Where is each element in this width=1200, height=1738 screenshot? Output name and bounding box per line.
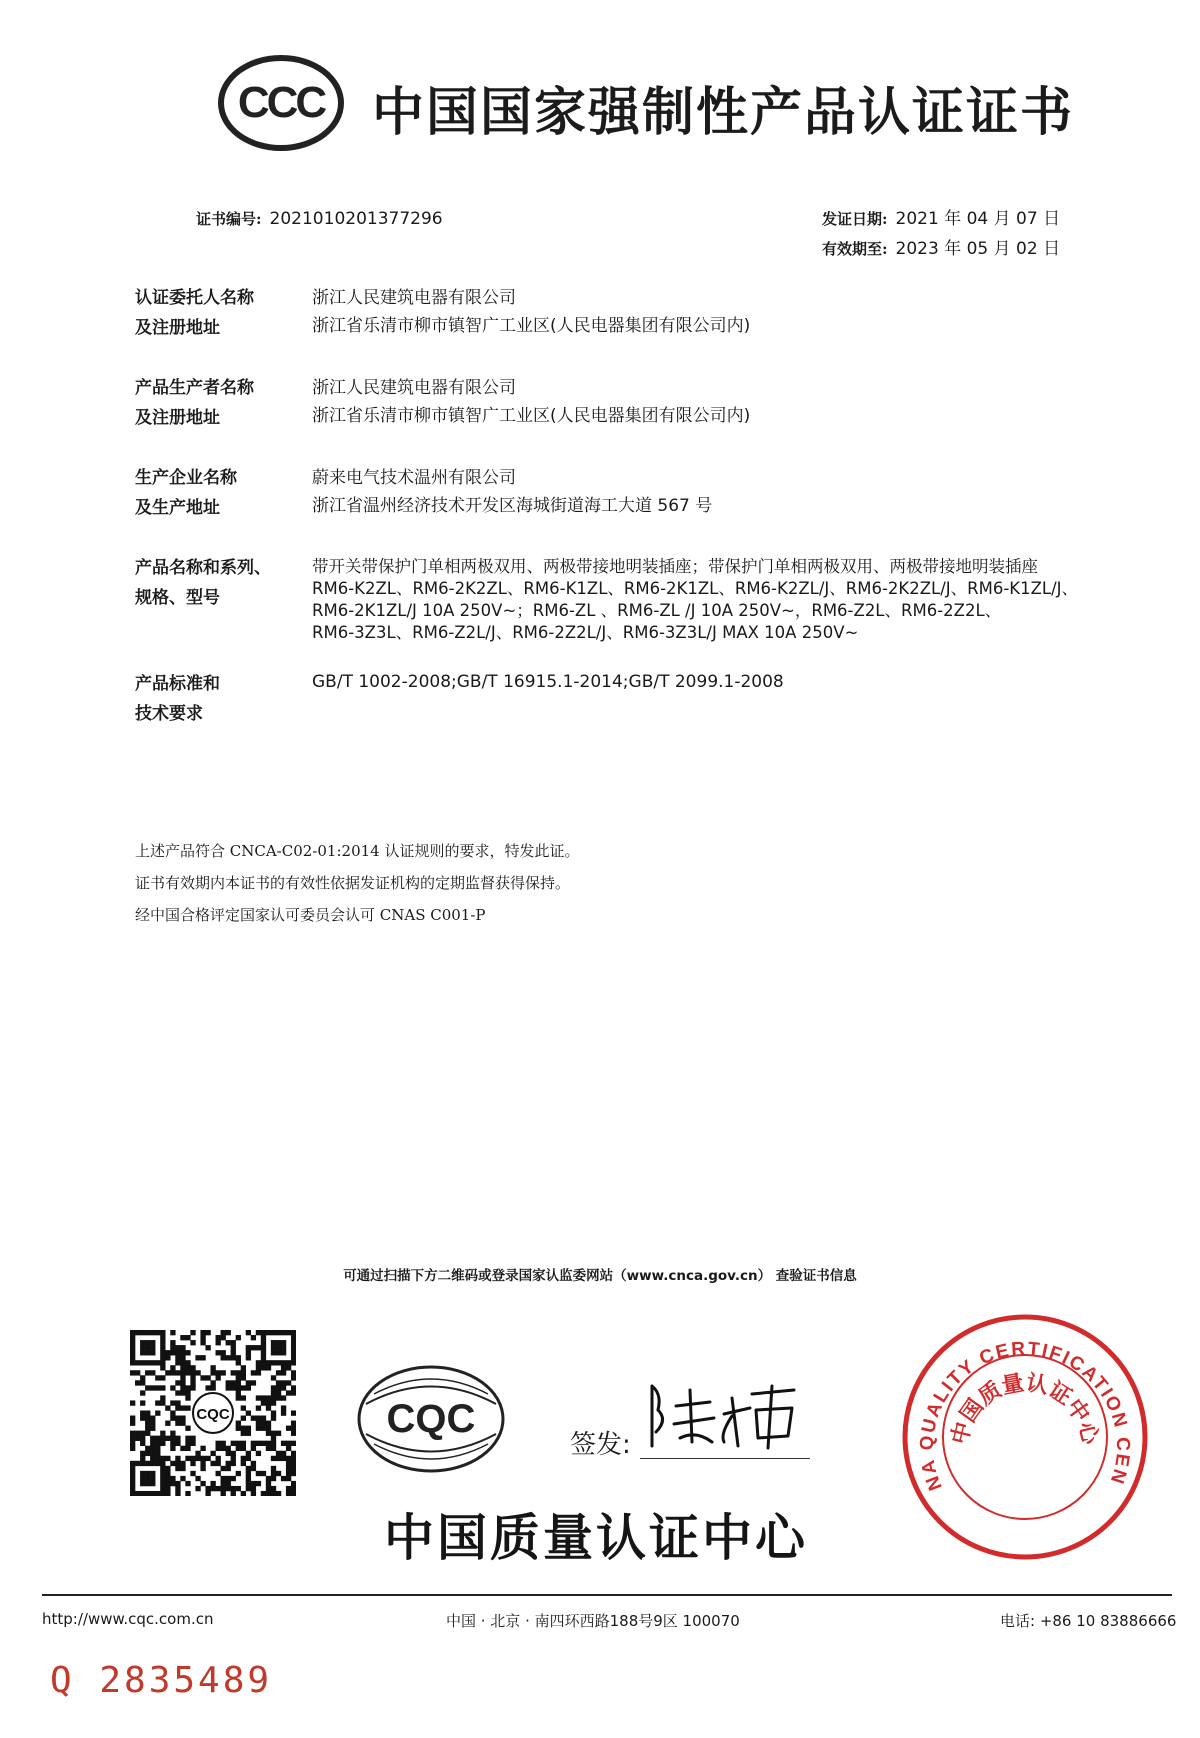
standards-label-2: 技术要求 <box>135 704 203 724</box>
qr-code-graphic <box>130 1330 296 1496</box>
standards-value: GB/T 1002-2008;GB/T 16915.1-2014;GB/T 2099.1-2008 <box>312 672 784 692</box>
certificate-title: 中国国家强制性产品认证证书 <box>372 83 1075 143</box>
product-label-1: 产品名称和系列、 <box>135 558 271 578</box>
product-line: 带开关带保护门单相两极双用、两极带接地明装插座；带保护门单相两极双用、两极带接地明装插座 <box>312 557 1038 576</box>
cert-number-value: 2021010201377296 <box>269 209 443 229</box>
note-line: 上述产品符合 CNCA-C02-01:2014 认证规则的要求，特发此证。 <box>135 842 580 860</box>
manufacturer-address: 浙江省乐清市柳市镇智广工业区(人民电器集团有限公司内) <box>312 406 751 426</box>
applicant-label-2: 及注册地址 <box>135 318 220 338</box>
cert-number <box>196 208 443 229</box>
ccc-logo: CCC <box>218 55 344 151</box>
expiry-date <box>822 234 1060 259</box>
signature-line <box>640 1458 810 1459</box>
handwritten-signature <box>640 1376 820 1456</box>
product-label-2: 规格、型号 <box>135 588 220 608</box>
manufacturer-name: 浙江人民建筑电器有限公司 <box>312 378 516 398</box>
sign-label: 签发: <box>570 1430 631 1460</box>
product-line: RM6-K2ZL、RM6-2K2ZL、RM6-K1ZL、RM6-2K1ZL、RM6-K2ZL/J、RM6-2K2ZL/J、RM6-K1ZL/J、 <box>312 579 1079 598</box>
footer-phone: 电话: +86 10 83886666 <box>1000 1612 1177 1630</box>
product-line: RM6-2K1ZL/J 10A 250V~；RM6-ZL 、RM6-ZL /J 10A 250V~，RM6-Z2L、RM6-2Z2L、 <box>312 601 1002 620</box>
standards-label-1: 产品标准和 <box>135 674 220 694</box>
factory-address: 浙江省温州经济技术开发区海城街道海工大道 567 号 <box>312 496 713 516</box>
note-line: 证书有效期内本证书的有效性依据发证机构的定期监督获得保持。 <box>135 874 571 892</box>
manufacturer-label-2: 及注册地址 <box>135 408 220 428</box>
footer-address: 中国 · 北京 · 南四环西路188号9区 100070 <box>446 1612 740 1630</box>
expiry-date-label: 有效期至: <box>822 240 888 258</box>
serial-number: Q 2835489 <box>50 1660 273 1701</box>
footer-divider <box>42 1594 1172 1596</box>
qr-code <box>130 1330 296 1496</box>
factory-name: 蔚来电气技术温州有限公司 <box>312 468 516 488</box>
factory-label-2: 及生产地址 <box>135 498 220 518</box>
official-seal <box>900 1312 1150 1562</box>
footer-website: http://www.cqc.com.cn <box>42 1610 214 1628</box>
cqc-logo <box>356 1364 506 1474</box>
note-line: 经中国合格评定国家认可委员会认可 CNAS C001-P <box>135 906 486 924</box>
applicant-name: 浙江人民建筑电器有限公司 <box>312 288 516 308</box>
issue-date <box>822 204 1060 229</box>
applicant-label-1: 认证委托人名称 <box>135 288 254 308</box>
svg-text:中国质量认证中心 <box>947 1370 1104 1448</box>
issuer-name: 中国质量认证中心 <box>384 1509 808 1567</box>
verify-instructions: 可通过扫描下方二维码或登录国家认监委网站（www.cnca.gov.cn） 查验证书信息 <box>343 1268 857 1284</box>
seal-inner-text: 中国质量认证中心 <box>946 1369 1104 1447</box>
qr-center-text: CQC <box>196 1406 230 1423</box>
cert-number-label: 证书编号: <box>196 210 262 228</box>
product-description <box>312 556 1172 644</box>
product-line: RM6-3Z3L、RM6-Z2L/J、RM6-2Z2L/J、RM6-3Z3L/J MAX 10A 250V~ <box>312 623 859 642</box>
expiry-date-value: 2023 年 05 月 02 日 <box>895 239 1061 259</box>
manufacturer-label-1: 产品生产者名称 <box>135 378 254 398</box>
applicant-address: 浙江省乐清市柳市镇智广工业区(人民电器集团有限公司内) <box>312 316 751 336</box>
factory-label-1: 生产企业名称 <box>135 468 237 488</box>
issue-date-label: 发证日期: <box>822 210 888 228</box>
seal-outer-text: NA QUALITY CERTIFICATION CEN <box>916 1338 1134 1494</box>
cqc-logo-text: CQC <box>386 1397 476 1441</box>
issue-date-value: 2021 年 04 月 07 日 <box>895 209 1061 229</box>
